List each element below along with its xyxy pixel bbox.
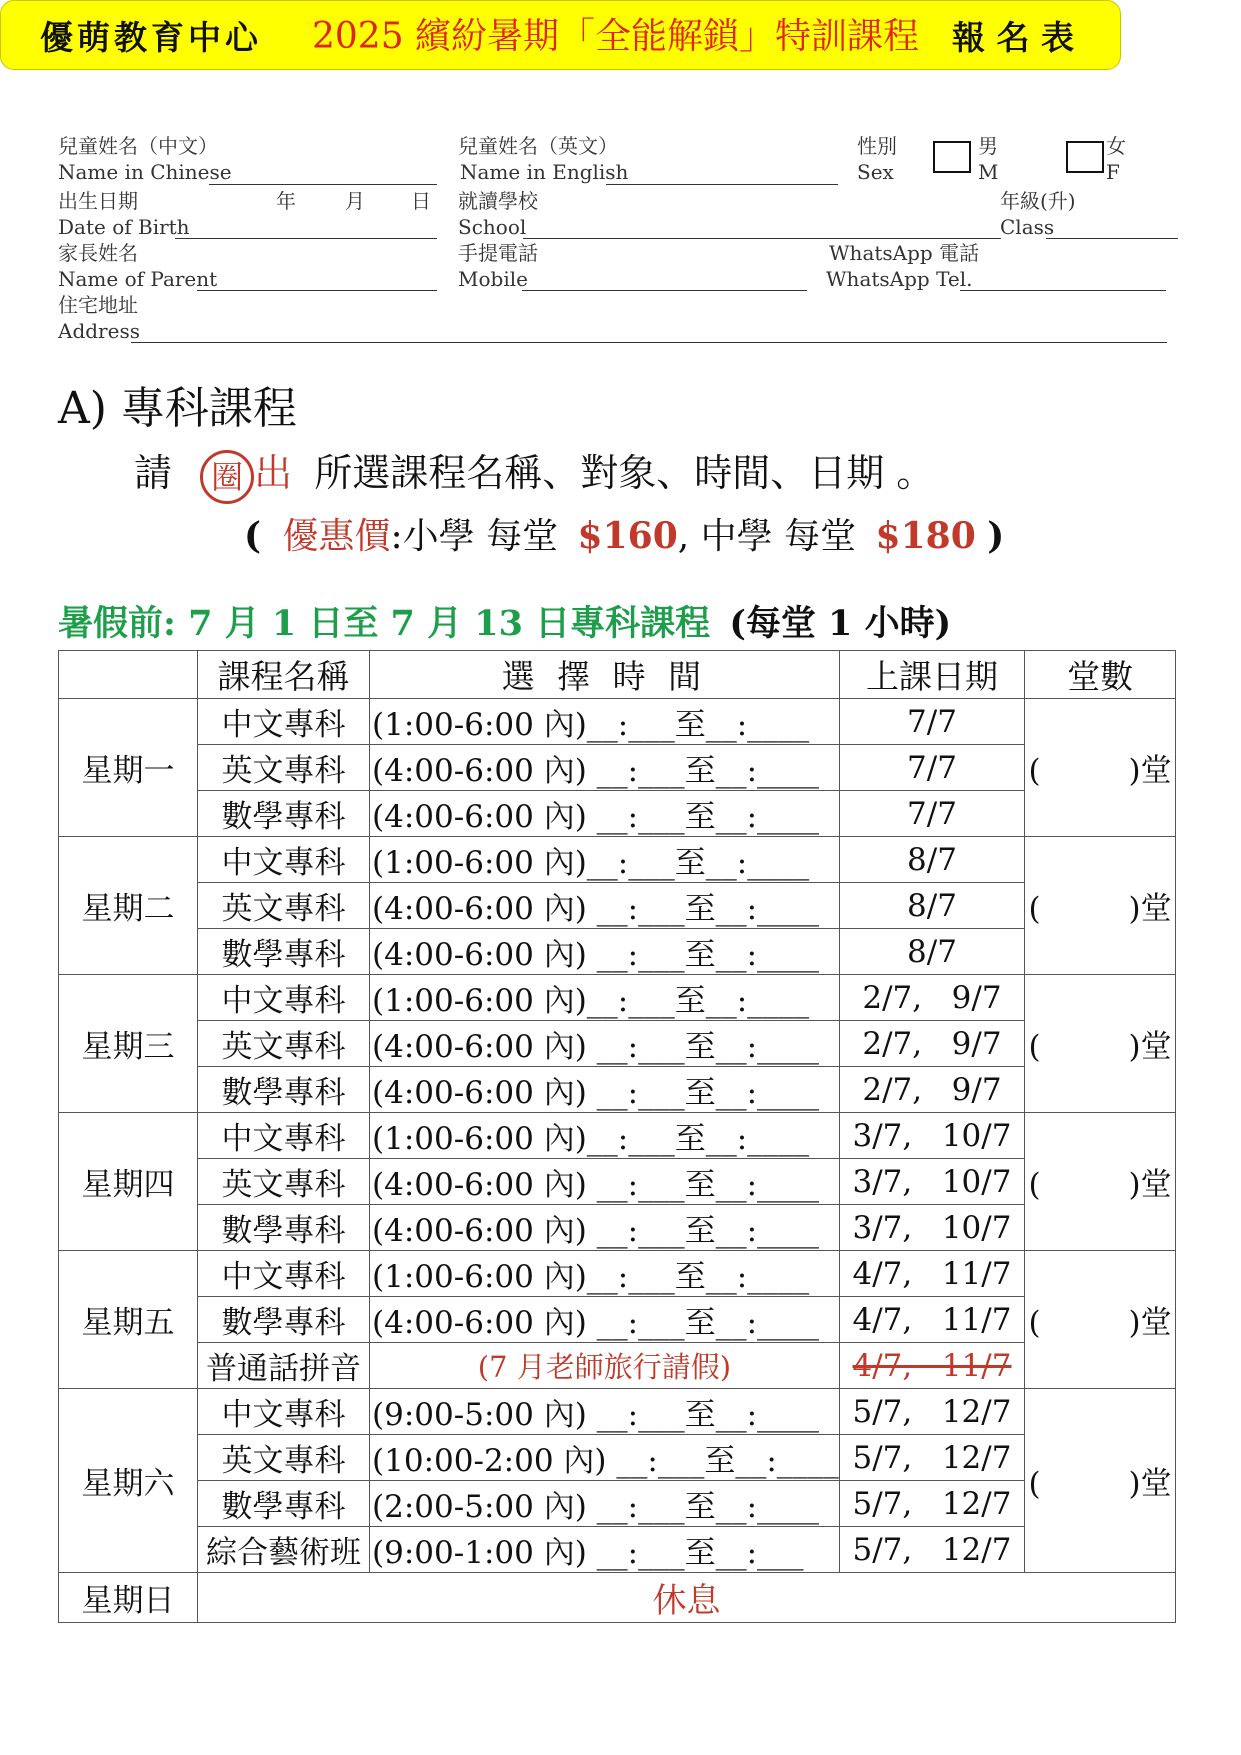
day-cell: 星期四 xyxy=(59,1113,198,1251)
lesson-close: )堂 xyxy=(1128,1167,1172,1203)
time-cell[interactable]: (4:00-6:00 內) __:___至__:____ xyxy=(370,883,840,929)
table-row xyxy=(59,1021,1176,1067)
school-label: 就讀學校 xyxy=(458,189,538,213)
mobile-en: Mobile xyxy=(458,267,528,291)
subject-cell[interactable]: 數學專科 xyxy=(197,1205,369,1251)
price-secondary-amount: $180 xyxy=(875,515,976,557)
date-cell[interactable]: 7/7 xyxy=(839,791,1024,837)
date-cell[interactable]: 4/7, 11/7 xyxy=(839,1251,1024,1297)
name-cn-label: 兒童姓名（中文） xyxy=(58,134,218,158)
table-row xyxy=(59,1297,1176,1343)
table-row xyxy=(59,1435,1176,1481)
subject-cell[interactable]: 綜合藝術班 xyxy=(197,1527,369,1573)
time-cell[interactable]: (9:00-5:00 內) __:___至__:____ xyxy=(370,1389,840,1435)
parent-label: 家長姓名 xyxy=(58,241,138,265)
lesson-close: )堂 xyxy=(1128,891,1172,927)
date-cell[interactable]: 8/7 xyxy=(839,837,1024,883)
instruction-pre: 請 xyxy=(134,451,173,495)
instruction-post: 所選課程名稱、對象、時間、日期 。 xyxy=(314,451,935,495)
table-row xyxy=(59,791,1176,837)
header-course: 課程名稱 xyxy=(197,651,369,699)
parent-en: Name of Parent xyxy=(58,267,218,291)
address-label: 住宅地址 xyxy=(58,293,138,317)
circle-mark: 圈 xyxy=(200,450,254,504)
dob-en: Date of Birth xyxy=(58,215,190,239)
lesson-close: )堂 xyxy=(1128,753,1172,789)
day-cell: 星期六 xyxy=(59,1389,198,1573)
date-cell[interactable]: 5/7, 12/7 xyxy=(839,1527,1024,1573)
form-title: 報 名 表 xyxy=(952,18,1074,57)
table-row xyxy=(59,1527,1176,1573)
name-cn-en: Name in Chinese xyxy=(58,160,232,184)
name-en-en: Name in English xyxy=(460,160,629,184)
circle-suffix: 出 xyxy=(254,451,293,495)
table-row xyxy=(59,1343,1176,1389)
address-field[interactable] xyxy=(131,342,1167,343)
date-cell[interactable]: 8/7 xyxy=(839,929,1024,975)
subject-cell[interactable]: 數學專科 xyxy=(197,929,369,975)
table-row xyxy=(59,1389,1176,1435)
date-cell[interactable]: 5/7, 12/7 xyxy=(839,1389,1024,1435)
mobile-field[interactable] xyxy=(522,290,807,291)
school-en: School xyxy=(458,215,527,239)
date-cell[interactable]: 7/7 xyxy=(839,699,1024,745)
subject-cell[interactable]: 中文專科 xyxy=(197,837,369,883)
dob-month: 月 xyxy=(345,189,365,213)
date-cell[interactable]: 2/7, 9/7 xyxy=(839,1067,1024,1113)
subject-cell[interactable]: 英文專科 xyxy=(197,745,369,791)
time-cell[interactable]: (2:00-5:00 內) __:___至__:____ xyxy=(370,1481,840,1527)
school-field[interactable] xyxy=(523,238,1001,239)
header-lessons: 堂數 xyxy=(1025,651,1176,699)
instruction-line xyxy=(134,442,934,504)
date-cell[interactable]: 3/7, 10/7 xyxy=(839,1205,1024,1251)
lesson-close: )堂 xyxy=(1128,1466,1172,1502)
time-cell[interactable]: (4:00-6:00 內) __:___至__:____ xyxy=(370,745,840,791)
lesson-open: ( xyxy=(1028,1466,1041,1502)
lesson-count-cell[interactable] xyxy=(1025,699,1176,837)
date-cell[interactable]: 2/7, 9/7 xyxy=(839,975,1024,1021)
dob-label: 出生日期 xyxy=(58,189,138,213)
table-row xyxy=(59,1481,1176,1527)
subject-cell[interactable]: 數學專科 xyxy=(197,791,369,837)
subject-cell[interactable]: 數學專科 xyxy=(197,1067,369,1113)
time-cell[interactable]: (4:00-6:00 內) __:___至__:____ xyxy=(370,1159,840,1205)
time-cell[interactable]: (1:00-6:00 內)__:___至__:____ xyxy=(370,1251,840,1297)
male-en: M xyxy=(978,160,999,184)
lesson-close: )堂 xyxy=(1128,1305,1172,1341)
time-cell[interactable]: (10:00-2:00 內) __:___至__:____ xyxy=(370,1435,840,1481)
dob-year: 年 xyxy=(276,189,296,213)
header-banner xyxy=(0,0,1121,70)
subject-cell[interactable]: 英文專科 xyxy=(197,1435,369,1481)
table-row xyxy=(59,975,1176,1021)
period-black: (每堂 1 小時) xyxy=(729,603,952,644)
center-name: 優萌教育中心 xyxy=(40,18,262,57)
mobile-label: 手提電話 xyxy=(458,241,538,265)
table-row xyxy=(59,883,1176,929)
header-time: 選 擇 時 間 xyxy=(370,651,840,699)
price-secondary: , 中學 每堂 xyxy=(677,516,857,557)
rest-cell: 休息 xyxy=(197,1573,1175,1623)
subject-cell[interactable]: 數學專科 xyxy=(197,1297,369,1343)
subject-cell[interactable]: 中文專科 xyxy=(197,975,369,1021)
time-cell[interactable]: (1:00-6:00 內)__:___至__:____ xyxy=(370,975,840,1021)
lesson-count-cell[interactable] xyxy=(1025,1389,1176,1573)
whatsapp-field[interactable] xyxy=(960,290,1166,291)
subject-cell[interactable]: 英文專科 xyxy=(197,1159,369,1205)
date-cell[interactable]: 4/7, 11/7 xyxy=(839,1297,1024,1343)
date-cell[interactable]: 5/7, 12/7 xyxy=(839,1481,1024,1527)
price-primary-amount: $160 xyxy=(577,515,678,557)
lesson-open: ( xyxy=(1028,891,1041,927)
parent-field[interactable] xyxy=(197,290,437,291)
lesson-count-cell[interactable] xyxy=(1025,837,1176,975)
whatsapp-en: WhatsApp Tel. xyxy=(826,267,973,291)
time-cell[interactable]: (4:00-6:00 內) __:___至__:____ xyxy=(370,1067,840,1113)
time-cell[interactable]: (4:00-6:00 內) __:___至__:____ xyxy=(370,1297,840,1343)
time-cell[interactable]: (4:00-6:00 內) __:___至__:____ xyxy=(370,1205,840,1251)
date-cell[interactable]: 3/7, 10/7 xyxy=(839,1113,1024,1159)
whatsapp-label: WhatsApp 電話 xyxy=(829,241,980,265)
course-title xyxy=(312,8,919,59)
subject-cell[interactable]: 英文專科 xyxy=(197,1021,369,1067)
male-cn: 男 xyxy=(978,134,998,158)
name-cn-field[interactable] xyxy=(209,184,437,185)
table-row-sunday xyxy=(59,1573,1176,1623)
time-cell[interactable]: (4:00-6:00 內) __:___至__:____ xyxy=(370,791,840,837)
day-cell: 星期五 xyxy=(59,1251,198,1389)
day-cell: 星期三 xyxy=(59,975,198,1113)
day-cell: 星期二 xyxy=(59,837,198,975)
date-cell[interactable]: 5/7, 12/7 xyxy=(839,1435,1024,1481)
table-row xyxy=(59,1159,1176,1205)
table-row xyxy=(59,745,1176,791)
date-cell[interactable]: 3/7, 10/7 xyxy=(839,1159,1024,1205)
male-checkbox[interactable] xyxy=(933,141,971,173)
lesson-open: ( xyxy=(1028,753,1041,789)
header-date: 上課日期 xyxy=(839,651,1024,699)
name-en-field[interactable] xyxy=(606,184,838,185)
lesson-open: ( xyxy=(1028,1167,1041,1203)
price-primary: :小學 每堂 xyxy=(390,516,559,557)
section-title: A) 專科課程 xyxy=(58,383,297,434)
date-cell xyxy=(839,1343,1024,1389)
sex-label: 性別 xyxy=(857,134,897,158)
date-cell[interactable]: 2/7, 9/7 xyxy=(839,1021,1024,1067)
subject-cell[interactable]: 中文專科 xyxy=(197,1389,369,1435)
price-close: ) xyxy=(987,515,1005,557)
lesson-open: ( xyxy=(1028,1029,1041,1065)
subject-cell[interactable]: 中文專科 xyxy=(197,1251,369,1297)
price-open: ( xyxy=(244,515,262,557)
dob-day: 日 xyxy=(411,189,431,213)
day-cell: 星期一 xyxy=(59,699,198,837)
lesson-count-cell[interactable] xyxy=(1025,975,1176,1113)
period-line xyxy=(58,596,951,646)
class-en: Class xyxy=(1000,215,1055,239)
female-checkbox[interactable] xyxy=(1066,141,1104,173)
table-header-row xyxy=(59,651,1176,699)
subject-cell[interactable]: 英文專科 xyxy=(197,883,369,929)
note-cell: (7 月老師旅行請假) xyxy=(370,1343,840,1389)
name-en-label: 兒童姓名（英文） xyxy=(458,134,618,158)
price-label: 優惠價 xyxy=(282,516,391,557)
time-cell[interactable]: (1:00-6:00 內)__:___至__:____ xyxy=(370,837,840,883)
date-cell[interactable]: 8/7 xyxy=(839,883,1024,929)
address-en: Address xyxy=(58,319,140,343)
sex-en: Sex xyxy=(857,160,894,184)
lesson-count-cell[interactable] xyxy=(1025,1113,1176,1251)
time-cell[interactable]: (1:00-6:00 內)__:___至__:____ xyxy=(370,699,840,745)
period-green: 暑假前: 7 月 1 日至 7 月 13 日專科課程 xyxy=(58,603,711,644)
struck-date: 4/7, 11/7 xyxy=(852,1347,1012,1384)
header-day xyxy=(59,651,198,699)
date-cell[interactable]: 7/7 xyxy=(839,745,1024,791)
time-cell[interactable]: (1:00-6:00 內)__:___至__:____ xyxy=(370,1113,840,1159)
schedule-table xyxy=(58,650,1176,1623)
class-label: 年級(升) xyxy=(1000,189,1076,213)
class-field[interactable] xyxy=(1046,238,1178,239)
female-cn: 女 xyxy=(1106,134,1126,158)
day-cell: 星期日 xyxy=(59,1573,198,1623)
subject-cell[interactable]: 中文專科 xyxy=(197,699,369,745)
subject-cell[interactable]: 中文專科 xyxy=(197,1113,369,1159)
time-cell[interactable]: (9:00-1:00 內) __:___至__:___ xyxy=(370,1527,840,1573)
table-row xyxy=(59,1113,1176,1159)
subject-cell[interactable]: 數學專科 xyxy=(197,1481,369,1527)
table-row xyxy=(59,1205,1176,1251)
table-row xyxy=(59,1067,1176,1113)
dob-field[interactable] xyxy=(175,238,437,239)
course-title-text: 2025 繽紛暑期「全能解鎖」特訓課程 xyxy=(312,16,920,57)
lesson-close: )堂 xyxy=(1128,1029,1172,1065)
table-row xyxy=(59,929,1176,975)
time-cell[interactable]: (4:00-6:00 內) __:___至__:____ xyxy=(370,1021,840,1067)
lesson-count-cell[interactable] xyxy=(1025,1251,1176,1389)
table-row xyxy=(59,837,1176,883)
time-cell[interactable]: (4:00-6:00 內) __:___至__:____ xyxy=(370,929,840,975)
female-en: F xyxy=(1106,160,1120,184)
table-row xyxy=(59,699,1176,745)
price-line xyxy=(244,508,1004,559)
table-row xyxy=(59,1251,1176,1297)
subject-cell[interactable]: 普通話拼音 xyxy=(197,1343,369,1389)
lesson-open: ( xyxy=(1028,1305,1041,1341)
